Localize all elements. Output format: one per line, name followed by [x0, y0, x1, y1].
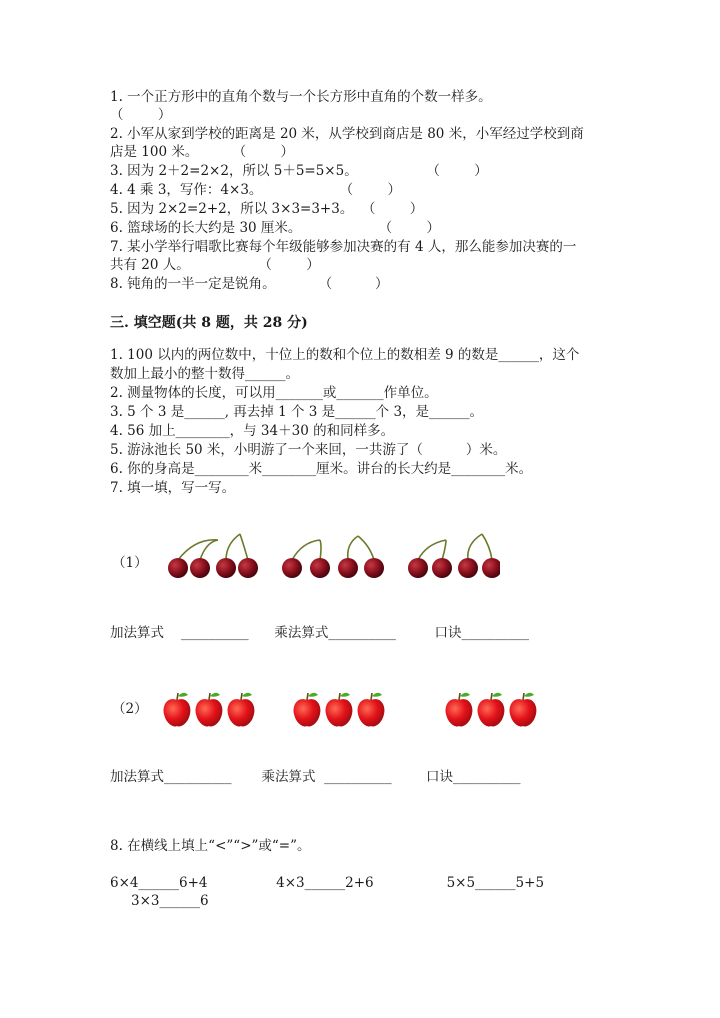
section-heading-fill: 三. 填空题(共 8 题，共 28 分) — [110, 315, 308, 331]
group2-formula-line: 加法算式__________ 乘法算式 __________ 口诀__________ — [110, 769, 521, 785]
q8-row-1: 6×4______6+4 4×3______2+6 5×5______5+5 — [110, 875, 545, 891]
apples-illustration — [160, 690, 545, 730]
fill-item-1-cont: 数加上最小的整十数得______。 — [110, 366, 299, 382]
fill-item-4: 4. 56 加上________，与 34＋30 的和同样多。 — [110, 423, 395, 439]
judge-item-1: 1. 一个正方形中的直角个数与一个长方形中直角的个数一样多。 — [110, 89, 492, 105]
judge-item-1-answer: （ ） — [110, 107, 172, 123]
q8-row-2: 3×3______6 — [131, 893, 209, 909]
judge-item-4: 4. 4 乘 3，写作：4×3。 （ ） — [110, 182, 401, 198]
fill-item-5: 5. 游泳池长 50 米，小明游了一个来回，一共游了（ ）米。 — [110, 442, 507, 458]
fill-item-1: 1. 100 以内的两位数中，十位上的数和个位上的数相差 9 的数是______，这个 — [110, 347, 580, 363]
judge-item-8: 8. 钝角的一半一定是锐角。 （ ） — [110, 276, 389, 292]
group1-label: （1） — [112, 555, 148, 571]
judge-item-5: 5. 因为 2×2=2+2，所以 3×3=3+3。 （ ） — [110, 201, 424, 217]
fill-item-6: 6. 你的身高是________米________厘米。讲台的长大约是________米。 — [110, 461, 533, 477]
q8-title: 8. 在横线上填上“<”“>”或“=”。 — [110, 838, 311, 854]
judge-item-3: 3. 因为 2＋2=2×2，所以 5＋5=5×5。 （ ） — [110, 163, 488, 179]
fill-item-3: 3. 5 个 3 是______, 再去掉 1 个 3 是______个 3，是______。 — [110, 404, 484, 420]
apple-group-1 — [164, 693, 255, 727]
judge-item-2: 2. 小军从家到学校的距离是 20 米，从学校到商店是 80 米，小军经过学校到商 — [110, 126, 584, 142]
judge-item-7: 7. 某小学举行唱歌比赛每个年级能够参加决赛的有 4 人，那么能参加决赛的一 — [110, 239, 577, 255]
cherry-cluster-2 — [282, 536, 384, 578]
fill-item-7: 7. 填一填，写一写。 — [110, 480, 236, 496]
fill-item-2: 2. 测量物体的长度，可以用_______或_______作单位。 — [110, 385, 438, 401]
cherries-illustration — [160, 532, 500, 582]
apple-group-3 — [446, 693, 537, 727]
judge-item-7-cont: 共有 20 人。 （ ） — [110, 257, 320, 273]
judge-item-6: 6. 篮球场的长大约是 30 厘米。 （ ） — [110, 220, 441, 236]
apple-group-2 — [294, 693, 385, 727]
group2-label: （2） — [112, 701, 148, 717]
judge-item-2-cont: 店是 100 米。 （ ） — [110, 144, 295, 160]
group1-formula-line: 加法算式 __________ 乘法算式__________ 口诀__________ — [110, 625, 530, 641]
cherry-cluster-1 — [168, 534, 258, 578]
cherry-cluster-3 — [408, 534, 500, 578]
